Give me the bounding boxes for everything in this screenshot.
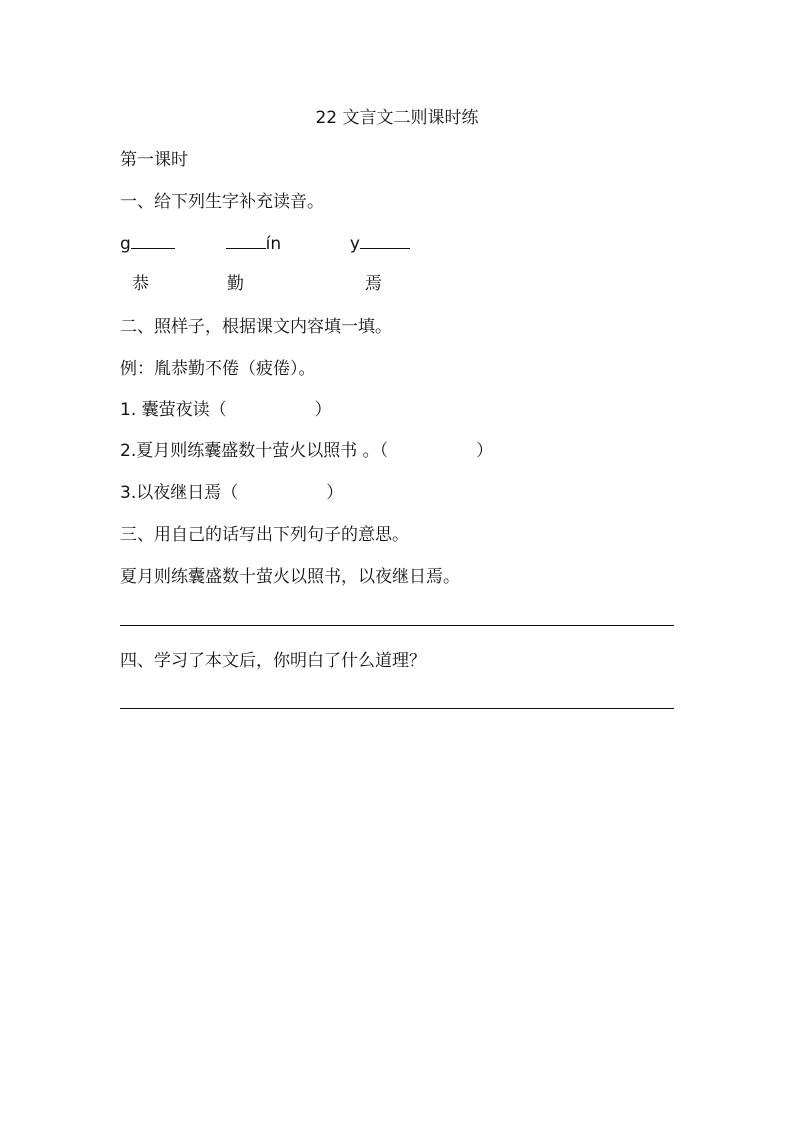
lesson-label: 第一课时	[120, 150, 188, 170]
pinyin-blank-2[interactable]	[226, 232, 266, 249]
pinyin-prefix-3: y	[349, 234, 360, 254]
q2-heading: 二、照样子，根据课文内容填一填。	[120, 317, 392, 337]
q2-item-1-text: 1. 囊萤夜读（	[120, 400, 227, 420]
q1-pinyin-row	[120, 232, 410, 256]
pinyin-suffix-2: ín	[265, 234, 282, 254]
q2-item-1-close: ）	[314, 400, 332, 420]
q4-heading: 四、学习了本文后，你明白了什么道理？	[120, 651, 426, 671]
q3-heading: 三、用自己的话写出下列句子的意思。	[120, 525, 409, 545]
pinyin-blank-1[interactable]	[131, 232, 175, 249]
q2-item-2-text: 2.夏月则练囊盛数十萤火以照书 。（	[120, 441, 389, 461]
page-title: 22 文言文二则课时练	[315, 108, 479, 128]
q3-sentence: 夏月则练囊盛数十萤火以照书，以夜继日焉。	[120, 567, 460, 587]
q3-answer-line[interactable]	[120, 625, 674, 626]
q1-heading: 一、给下列生字补充读音。	[120, 192, 324, 212]
q1-char-3: 焉	[365, 274, 382, 294]
q2-item-2-close: ）	[476, 441, 494, 461]
q2-item-3-text: 3.以夜继日焉（	[120, 483, 239, 503]
q1-char-1: 恭	[132, 274, 149, 294]
q2-item-1	[120, 398, 332, 422]
q4-answer-line[interactable]	[120, 708, 674, 709]
pinyin-prefix-1: g	[120, 234, 131, 254]
q2-item-3	[120, 481, 343, 505]
q1-char-2: 勤	[227, 274, 244, 294]
q2-item-3-close: ）	[326, 483, 344, 503]
q2-example: 例：胤恭勤不倦（疲倦）。	[120, 359, 316, 379]
q2-item-2	[120, 439, 493, 463]
pinyin-blank-3[interactable]	[360, 232, 410, 249]
